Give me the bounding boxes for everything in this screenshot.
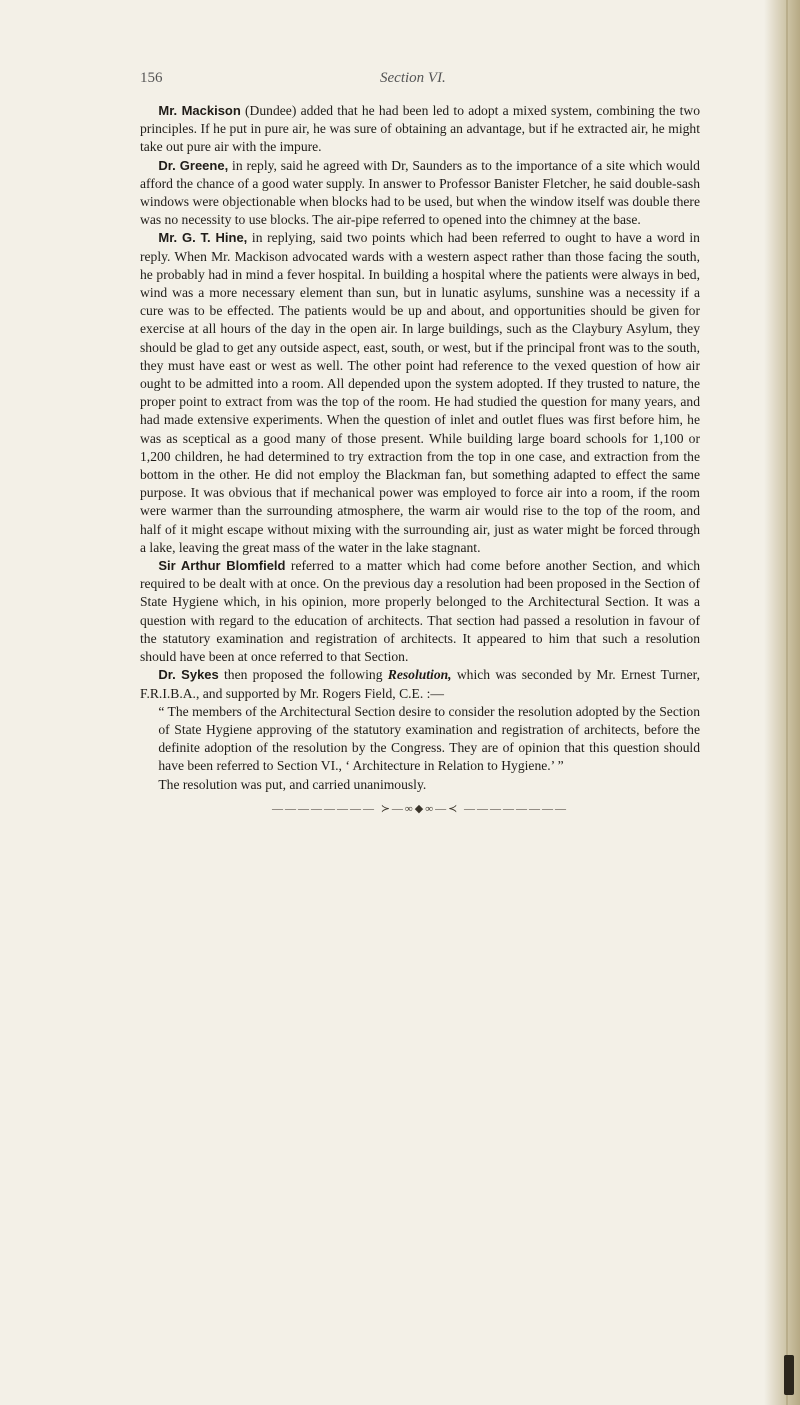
paragraph-greene: [140, 157, 700, 230]
speaker-name: Dr. Sykes: [158, 667, 219, 683]
speaker-name: Mr. Mackison: [158, 103, 241, 118]
paragraph-text: which was seconded by Mr. Ernest Turner, F.R.I.B.A., and supported by Mr. Rogers Field, C.E. :—: [140, 667, 701, 701]
paragraph-text: then proposed the following: [218, 667, 388, 683]
closing-line: The resolution was put, and carried unanimously.: [158, 776, 427, 792]
resolution-label: Resolution,: [387, 667, 452, 683]
ornament-divider: ———————— ≻—∞◆∞—≺ ————————: [271, 802, 569, 815]
speaker-name: Dr. Greene,: [158, 157, 229, 173]
page-header: [140, 70, 700, 92]
resolution-quote: “ The members of the Architectural Section desire to consider the resolution adopted by the Section of State Hygiene approving of the statutory examination and registration of architects, before the definite adoption of the resolution by the Congress. They are of opinion that this question should have been referred to Section VI., ‘ Architecture in Relation to Hygiene.’ ”: [158, 703, 700, 774]
paragraph-mackison: [140, 102, 700, 157]
body-text: [140, 102, 700, 815]
page-edge-shadow: [764, 0, 800, 1405]
page-edge-line: [786, 0, 788, 1405]
paragraph-text: in replying, said two points which had been referred to ought to have a word in reply. When Mr. Mackison advocated wards with a western aspect rather than those facing the south, he probably had in mind a fever hospital. In building a hospital where the patients were always in bed, wind was a more necessary element than sun, but in lunatic asylums, sunshine was a necessity if a cure was to be effected. The patients would be up and about, and opportunities should be given for exercise at all hours of the day in the open air. In large buildings, such as the Claybury Asylum, they should be glad to get any outside aspect, east, south, or west, but if the principal front was to the south, they must have east or west as well. The other point had reference to the vexed question of how air ought to be admitted into a room. All depended upon the system adopted. If they trusted to nature, the proper point to extract from was the top of the room. He had studied the question for many years, and had made extensive experiments. When the question of inlet and outlet flues was first before him, he was as sceptical as a good many of those present. While building large board schools for 1,100 or 1,200 children, he had determined to try extraction from the top in one case, and extraction from the bottom in the other. He did not employ the Blackman fan, but something adapted to effect the same purpose. It was obvious that if mechanical power was employed to force air into a room, if the room were warmer than the surrounding atmosphere, the warm air would rise to the top of the room, and half of it might escape without mixing with the surrounding air, just as water might be forced through a lake, leaving the great mass of the water in the lake stagnant.: [140, 230, 700, 555]
paragraph-blomfield: [140, 557, 700, 666]
binding-mark: [784, 1355, 794, 1395]
page-number: 156: [140, 70, 163, 86]
paragraph-text: in reply, said he agreed with Dr, Saunders as to the importance of a site which would afford the chance of a good water supply. In answer to Professor Banister Fletcher, he said double-sash windows were objectionable when blocks had to be used, but when the window itself was double there was no necessity to use blocks. The air-pipe referred to opened into the chimney at the base.: [140, 157, 700, 228]
speaker-name: Sir Arthur Blomfield: [158, 558, 286, 574]
running-head: Section VI.: [380, 70, 446, 86]
speaker-name: Mr. G. T. Hine,: [158, 230, 248, 246]
paragraph-text: (Dundee) added that he had been led to adopt a mixed system, combining the two principles. If he put in pure air, he was sure of obtaining an advantage, but if he extracted air, he might take out pure air with the impure.: [140, 103, 700, 155]
paragraph-text: referred to a matter which had come before another Section, and which required to be dealt with at once. On the previous day a resolution had been proposed in the Section of State Hygiene which, in his opinion, more properly belonged to the Architectural Section. It was a question with regard to the education of architects. That section had passed a resolution in favour of the statutory examination and registration of architects. It appeared to him that such a resolution should have been at once referred to that Section.: [140, 558, 700, 665]
paragraph-sykes: [140, 666, 700, 702]
paragraph-hine: [140, 229, 700, 557]
